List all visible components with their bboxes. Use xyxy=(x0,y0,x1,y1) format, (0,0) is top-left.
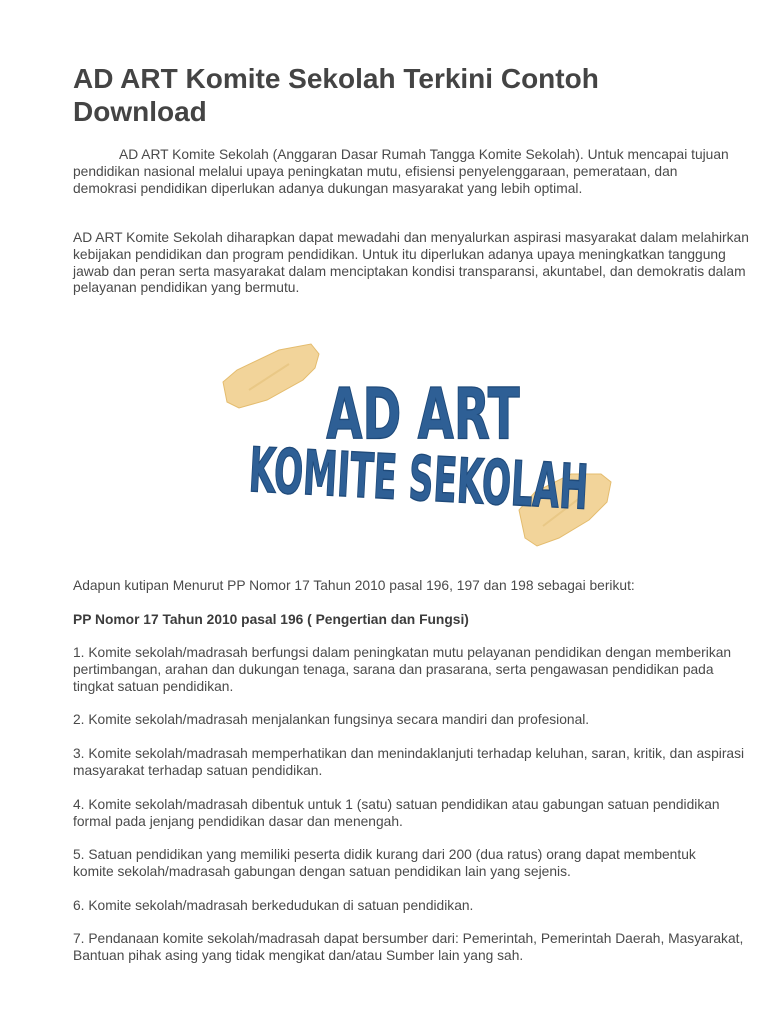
list-item: 7. Pendanaan komite sekolah/madrasah dapat bersumber dari: Pemerintah, Pemerintah Daerah, Masyarakat, Bantuan pihak asing yang tidak mengikat dan/atau Sumber lain yang sah. xyxy=(73,931,744,963)
list-item: 6. Komite sekolah/madrasah berkedudukan di satuan pendidikan. xyxy=(73,898,474,913)
figure-line-1: AD ART xyxy=(326,374,520,457)
list-item: 3. Komite sekolah/madrasah memperhatikan dan menindaklanjuti terhadap keluhan, saran, kritik, dan aspirasi masyarakat terhadap satuan pendidikan. xyxy=(73,746,745,778)
kutipan-paragraph: Adapun kutipan Menurut PP Nomor 17 Tahun 2010 pasal 196, 197 dan 198 sebagai berikut: xyxy=(73,578,635,593)
section-heading-pasal-196: PP Nomor 17 Tahun 2010 pasal 196 ( Pengertian dan Fungsi) xyxy=(73,612,469,627)
ad-art-komite-sekolah-image xyxy=(219,342,615,554)
intro-paragraph-1: AD ART Komite Sekolah (Anggaran Dasar Rumah Tangga Komite Sekolah). Untuk mencapai tujuan pendidikan nasional melalui upaya peningkatan mutu, efisiensi penyelenggaraan, pemerataan, dan demokrasi pendidikan diperlukan adanya dukungan masyarakat yang lebih optimal. xyxy=(73,147,729,196)
figure-line-2: KOMITE SEKOLAH xyxy=(247,434,591,524)
list-item: 5. Satuan pendidikan yang memiliki peserta didik kurang dari 200 (dua ratus) orang dapat membentuk komite sekolah/madrasah gabungan dengan satuan pendidikan lain yang sejenis. xyxy=(73,847,696,879)
list-item: 4. Komite sekolah/madrasah dibentuk untuk 1 (satu) satuan pendidikan atau gabungan satuan pendidikan formal pada jenjang pendidikan dasar dan menengah. xyxy=(73,797,720,829)
page-title: AD ART Komite Sekolah Terkini Contoh Download xyxy=(73,63,599,127)
intro-paragraph-2: AD ART Komite Sekolah diharapkan dapat mewadahi dan menyalurkan aspirasi masyarakat dalam melahirkan kebijakan pendidikan dan program pendidikan. Untuk itu diperlukan adanya upaya meningkatkan tanggung jawab dan peran serta masyarakat dalam menciptakan kondisi transparansi, akuntabel, dan demokratis dalam pelayanan pendidikan yang bermutu. xyxy=(73,230,749,296)
list-item: 1. Komite sekolah/madrasah berfungsi dalam peningkatan mutu pelayanan pendidikan dengan memberikan pertimbangan, arahan dan dukungan tenaga, sarana dan prasarana, serta pengawasan pendidikan pada tingkat satuan pendidikan. xyxy=(73,645,732,694)
tape-top-left-icon xyxy=(223,344,319,408)
list-item: 2. Komite sekolah/madrasah menjalankan fungsinya secara mandiri dan profesional. xyxy=(73,712,590,727)
